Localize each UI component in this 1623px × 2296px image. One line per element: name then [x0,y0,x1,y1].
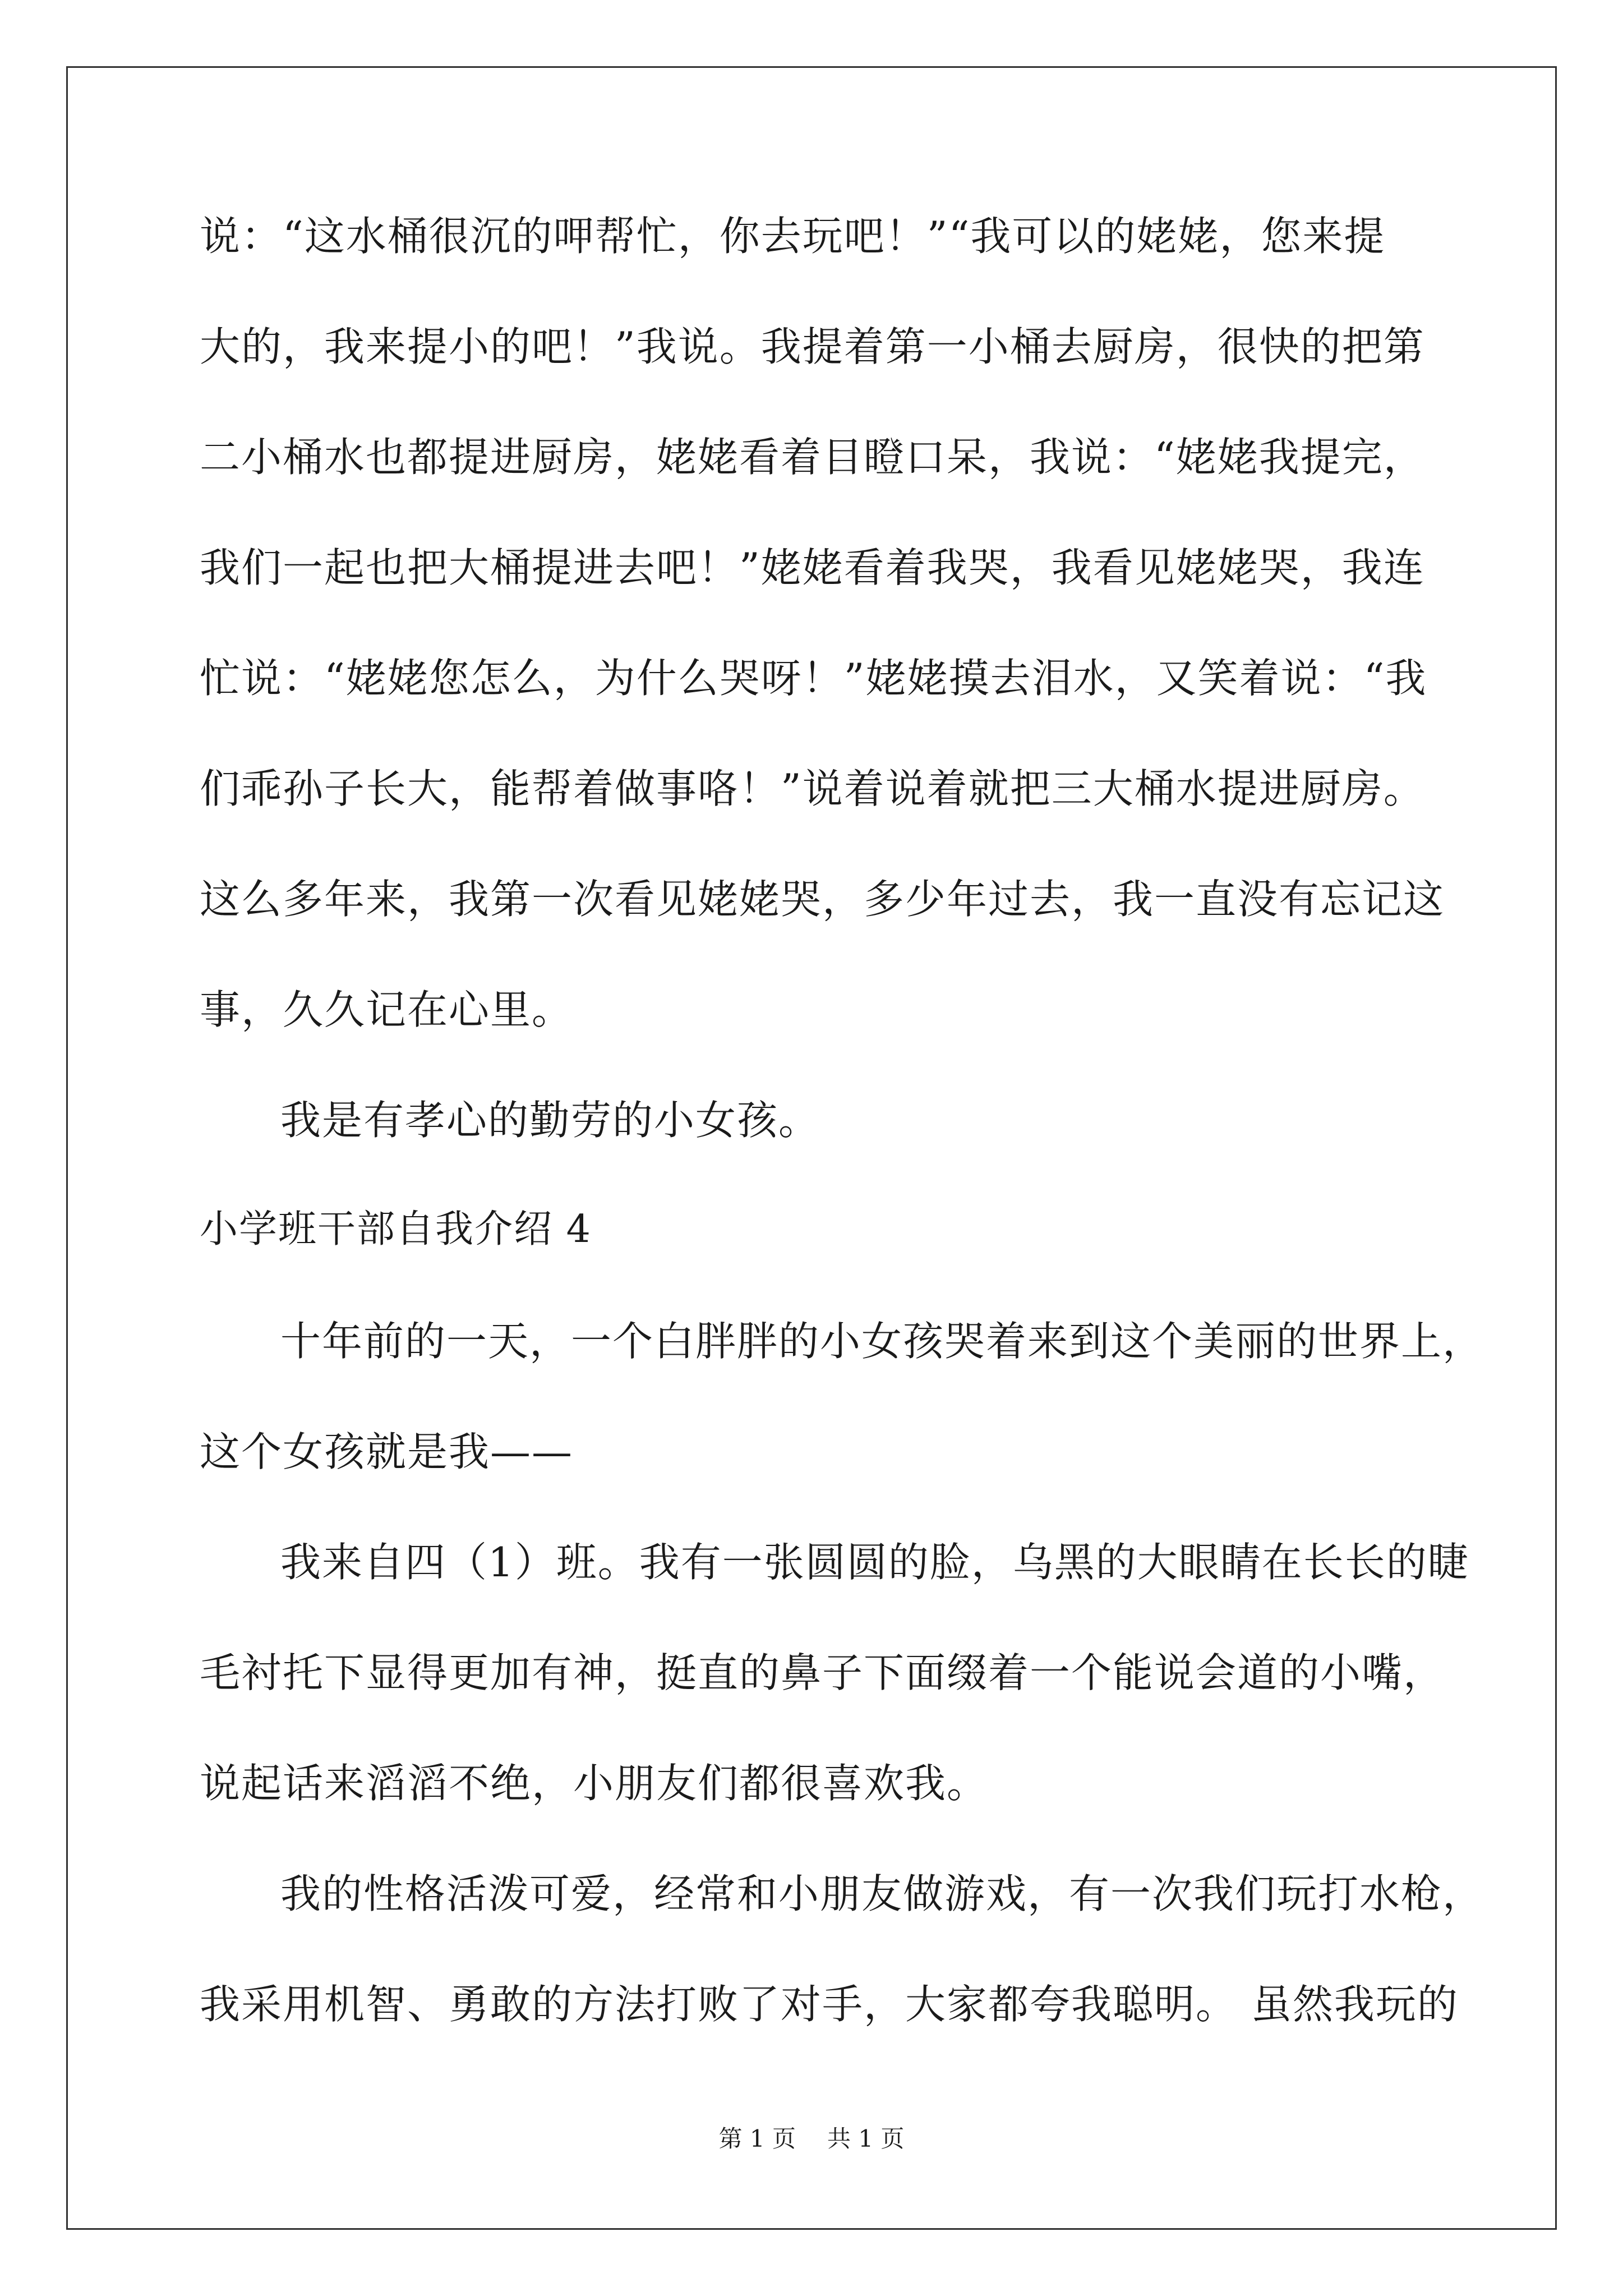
text-line: 我来自四（1）班。我有一张圆圆的脸，乌黑的大眼睛在长长的睫 [280,1539,1469,1586]
text-line: 十年前的一天，一个白胖胖的小女孩哭着来到这个美丽的世界上， [280,1318,1484,1365]
text-line: 说：“这水桶很沉的呷帮忙，你去玩吧！”“我可以的姥姥，您来提 [200,213,1386,260]
text-line: 我是有孝心的勤劳的小女孩。 [280,1097,820,1144]
text-line: 我的性格活泼可爱，经常和小朋友做游戏，有一次我们玩打水枪， [280,1870,1484,1917]
text-line: 们乖孙子长大，能帮着做事咯！”说着说着就把三大桶水提进厨房。 [200,765,1425,812]
text-line: 忙说：“姥姥您怎么，为什么哭呀！”姥姥摸去泪水，又笑着说：“我 [200,655,1427,702]
text-line: 这个女孩就是我—— [200,1428,574,1475]
page-total: 共 1 页 [827,2125,905,2152]
text-line: 毛衬托下显得更加有神，挺直的鼻子下面缀着一个能说会道的小嘴， [200,1649,1445,1696]
text-line: 说起话来滔滔不绝，小朋友们都很喜欢我。 [200,1760,989,1807]
page-footer [0,2120,1623,2154]
text-line: 二小桶水也都提进厨房，姥姥看着目瞪口呆，我说：“姥姥我提完， [200,434,1425,481]
section-heading: 小学班干部自我介绍 4 [200,1207,592,1251]
text-line: 我们一起也把大桶提进去吧！”姥姥看着我哭，我看见姥姥哭，我连 [200,544,1425,591]
text-line: 我采用机智、勇敢的方法打败了对手，大家都夸我聪明。 虽然我玩的 [200,1981,1459,2028]
page-number: 第 1 页 [718,2125,796,2152]
text-line: 大的，我来提小的吧！”我说。我提着第一小桶去厨房，很快的把第 [200,323,1425,370]
document-body [200,213,1484,2095]
text-line: 事，久久记在心里。 [200,986,574,1033]
text-line: 这么多年来，我第一次看见姥姥哭，多少年过去，我一直没有忘记这 [200,876,1445,923]
